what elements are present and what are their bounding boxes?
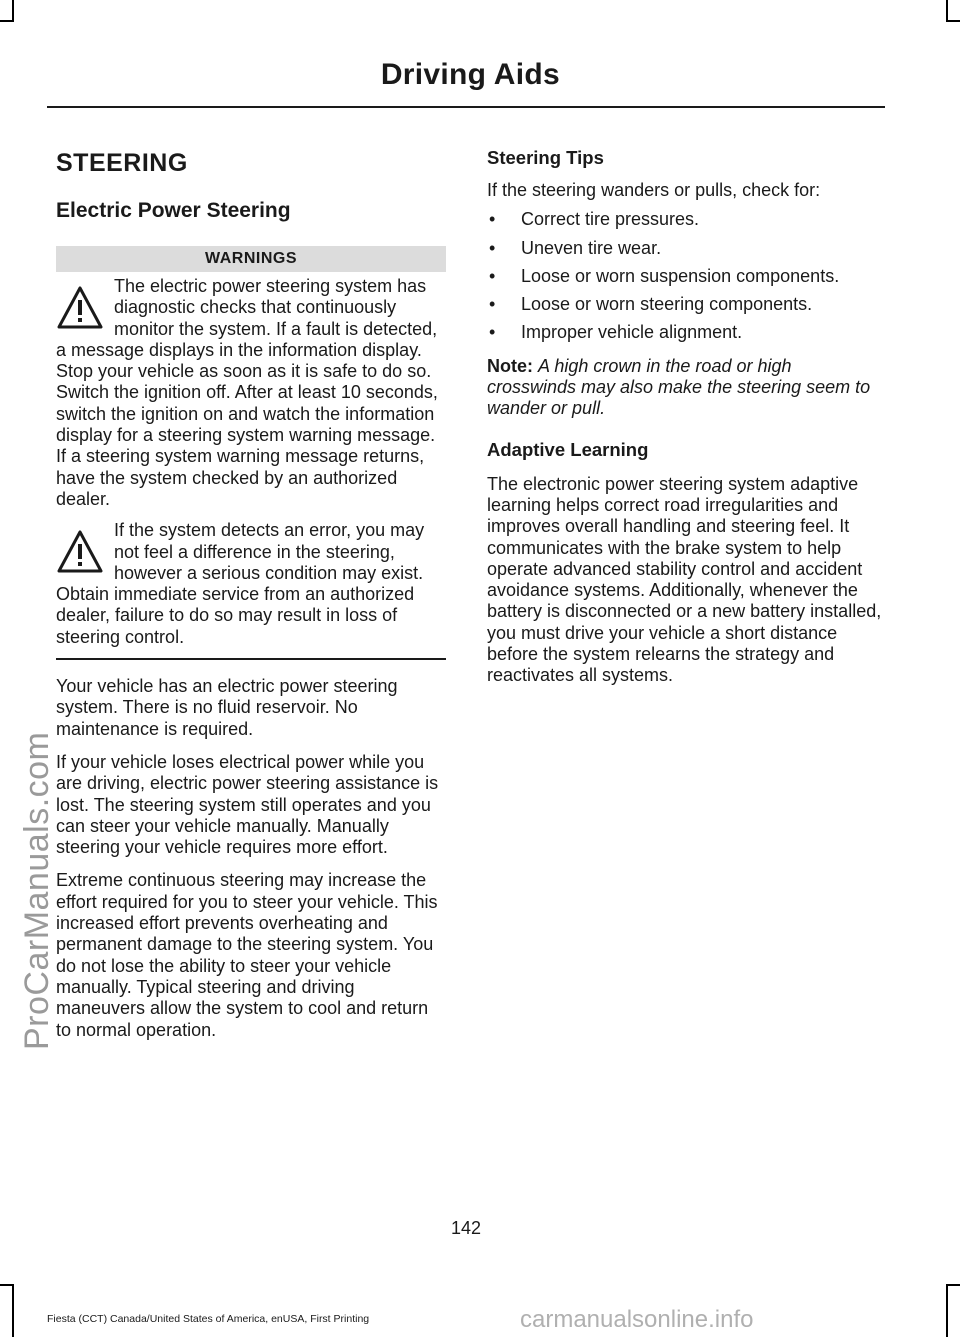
crop-mark xyxy=(0,1284,12,1286)
body-paragraph: The electronic power steering system adaptive learning helps correct road irregularities and improves overall handling and steering feel. It communicates with the brake system to help operate advanced stability control and accident avoidance systems. Additionally, whenever the battery is disconnected or a new battery installed, you must drive your vehicle a short distance before the system relearns the strategy and reactivates all systems. xyxy=(487,473,882,686)
bullet: • xyxy=(489,322,496,343)
warnings-heading: WARNINGS xyxy=(56,246,446,272)
warning-triangle-icon xyxy=(56,284,104,332)
warning-triangle-icon xyxy=(56,528,104,576)
footer-text: Fiesta (CCT) Canada/United States of America, enUSA, First Printing xyxy=(47,1313,370,1325)
warning-text: If the system detects an error, you may not feel a difference in the steering, however a serious condition may exist. Obtain immediate service from an authorized dealer, failure to do so may result in loss of steering control. xyxy=(56,520,425,647)
crop-mark xyxy=(946,0,948,22)
list-item: • Correct tire pressures. xyxy=(489,209,700,230)
list-item: • Improper vehicle alignment. xyxy=(489,322,743,343)
page-number: 142 xyxy=(450,1218,482,1238)
tips-list xyxy=(487,209,882,343)
list-item: • Loose or worn steering components. xyxy=(489,294,813,315)
subsection-title: Electric Power Steering xyxy=(56,199,291,222)
list-item: • Uneven tire wear. xyxy=(489,237,662,258)
section-title: STEERING xyxy=(56,149,188,177)
list-item: • Loose or worn suspension components. xyxy=(489,265,840,286)
header-divider xyxy=(47,106,885,108)
note-text: A high crown in the road or high crosswinds may also make the steering seem to wander or pull. xyxy=(487,355,871,419)
bullet: • xyxy=(489,209,496,230)
body-paragraph: Your vehicle has an electric power steering system. There is no fluid reservoir. No maintenance is required. xyxy=(56,676,398,739)
warnings-divider xyxy=(56,658,446,660)
side-watermark: ProCarManuals.com xyxy=(18,731,56,1050)
bullet: • xyxy=(489,294,496,315)
note xyxy=(487,356,882,420)
body-paragraph: If your vehicle loses electrical power while you are driving, electric power steering assistance is lost. The steering system still operates and you can steer your vehicle manually. Manually steering your vehicle requires more effort. xyxy=(56,751,439,858)
crop-mark xyxy=(948,20,960,22)
warning-text: The electric power steering system has diagnostic checks that continuously monitor the system. If a fault is detected, a message displays in the information display. Stop your vehicle as soon as it is safe to do so. Switch the ignition off. After at least 10 seconds, switch the ignition on and watch the information display for a steering system warning message. If a steering system warning message returns, have the system checked by an authorized dealer. xyxy=(56,276,438,509)
page-header-title: Driving Aids xyxy=(380,58,560,91)
crop-mark xyxy=(12,0,14,22)
crop-mark xyxy=(946,1284,948,1337)
subsection-title: Adaptive Learning xyxy=(487,438,649,460)
body-paragraph: If the steering wanders or pulls, check for: xyxy=(487,180,821,200)
left-column xyxy=(56,140,446,1041)
note-label: Note: xyxy=(487,355,533,376)
warning-item xyxy=(56,276,446,510)
right-column xyxy=(487,140,882,687)
warning-item xyxy=(56,520,446,648)
bullet: • xyxy=(489,265,496,286)
crop-mark xyxy=(0,20,12,22)
bullet: • xyxy=(489,237,496,258)
bottom-watermark: carmanualsonline.info xyxy=(520,1306,754,1333)
crop-mark xyxy=(948,1284,960,1286)
subsection-title: Steering Tips xyxy=(487,147,604,168)
crop-mark xyxy=(12,1284,14,1337)
body-paragraph: Extreme continuous steering may increase the effort required for you to steer your vehicle. This increased effort prevents overheating and permanent damage to the steering system. You do not lose the ability to steer your vehicle manually. Typical steering and driving maneuvers allow the system to cool and return to normal operation. xyxy=(56,870,438,1040)
